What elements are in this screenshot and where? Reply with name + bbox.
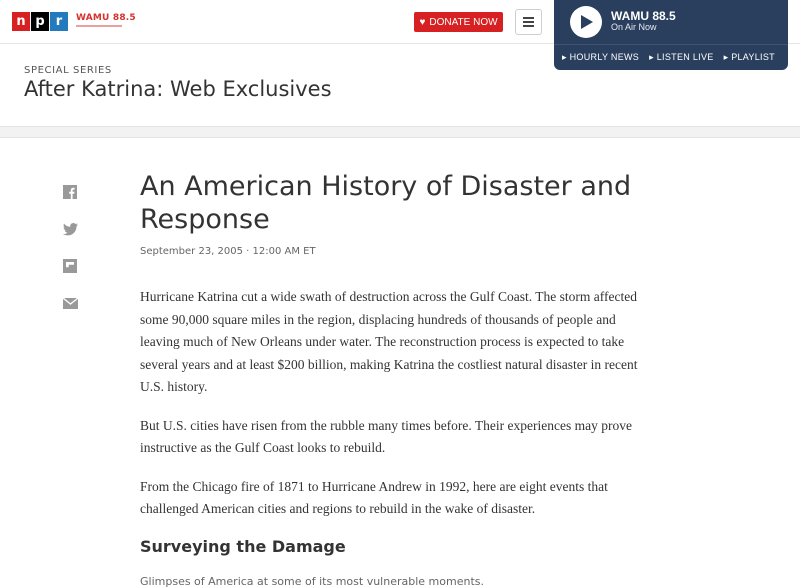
article-paragraph: From the Chicago fire of 1871 to Hurricane Andrew in 1992, here are eight events that challenged American cities and regions to rebuild in the wake of disaster.: [140, 478, 608, 516]
npr-logo-n: n: [12, 12, 30, 31]
article-paragraph: But U.S. cities have risen from the rubble many times before. Their experiences may prove instructive as the Gulf Coast looks to rebuild.: [140, 417, 632, 455]
hourly-news-label: HOURLY NEWS: [569, 52, 640, 62]
section-divider: [0, 126, 800, 138]
article-paragraph: Hurricane Katrina cut a wide swath of destruction across the Gulf Coast. The storm affected some 90,000 square miles in the region, displacing hundreds of thousands of people and leaving much of New Orleans under water. The reconstruction process is expected to take several years and at least $200 billion, making Katrina the costliest natural disaster in recent U.S. history.: [140, 289, 638, 394]
npr-logo-p: p: [31, 12, 49, 31]
share-tools: [62, 184, 78, 311]
facebook-icon[interactable]: [62, 184, 78, 200]
hamburger-icon-line: [523, 21, 534, 23]
playlist-link[interactable]: ▸ PLAYLIST: [723, 52, 775, 62]
listen-live-link[interactable]: ▸ LISTEN LIVE: [649, 52, 714, 62]
hourly-news-link[interactable]: ▸ HOURLY NEWS: [562, 52, 640, 62]
player-station-name: WAMU 88.5: [611, 9, 676, 23]
play-icon: [581, 15, 593, 29]
npr-logo-r: r: [50, 12, 68, 31]
player-links: [562, 52, 775, 63]
npr-logo[interactable]: [12, 12, 69, 31]
listen-live-label: LISTEN LIVE: [656, 52, 714, 62]
live-player: [554, 0, 788, 70]
article-headline: An American History of Disaster and Response: [140, 171, 632, 235]
player-divider: [554, 44, 788, 45]
hamburger-icon-line: [523, 25, 534, 27]
play-button[interactable]: [570, 6, 602, 38]
article-caption: Glimpses of America at some of its most vulnerable moments.: [140, 575, 484, 588]
menu-button[interactable]: [515, 9, 542, 35]
article-body: [140, 286, 640, 537]
player-status: On Air Now: [611, 22, 657, 32]
series-label[interactable]: SPECIAL SERIES: [24, 65, 112, 76]
email-icon[interactable]: [62, 295, 78, 311]
station-logo-name: WAMU 88.5: [76, 13, 136, 23]
donate-label: DONATE NOW: [429, 16, 498, 28]
article-subhead: Surveying the Damage: [140, 537, 346, 556]
hamburger-icon: [523, 17, 534, 19]
station-logo[interactable]: [76, 13, 136, 27]
heart-icon: ♥: [419, 16, 426, 28]
flipboard-icon[interactable]: [62, 258, 78, 274]
twitter-icon[interactable]: [62, 221, 78, 237]
series-title[interactable]: After Katrina: Web Exclusives: [24, 77, 332, 101]
article-dateline: September 23, 2005 · 12:00 AM ET: [140, 246, 316, 257]
station-logo-tagline-bar: [76, 25, 122, 27]
donate-button[interactable]: [414, 12, 503, 32]
playlist-label: PLAYLIST: [731, 52, 775, 62]
